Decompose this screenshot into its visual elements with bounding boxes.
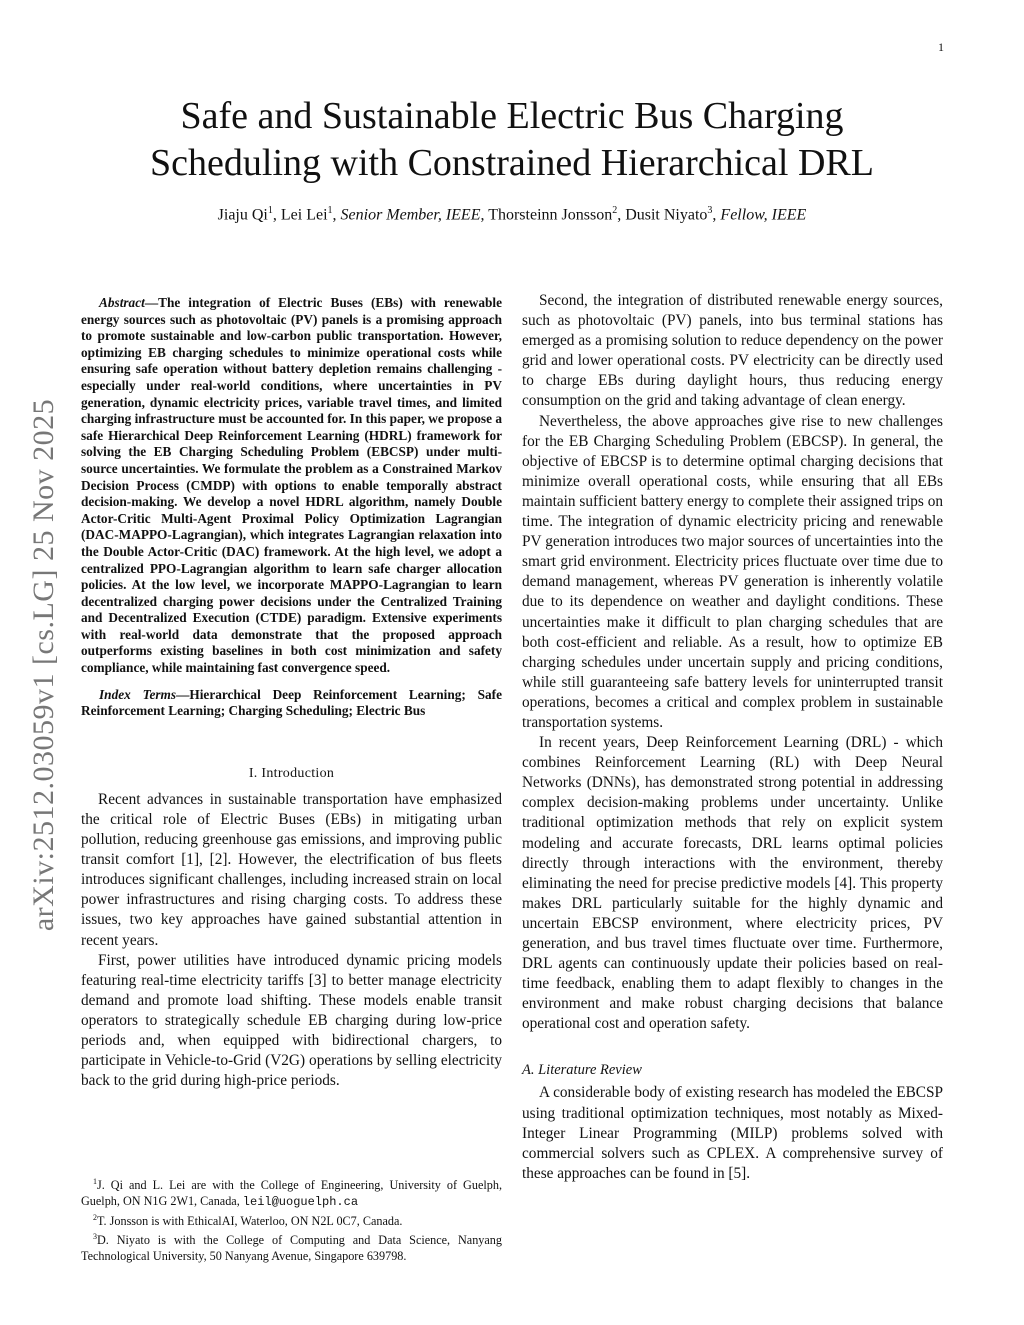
subsection-heading-literature-review: A. Literature Review (522, 1062, 642, 1079)
author-role: Senior Member, IEEE (340, 206, 481, 224)
footnote-text: D. Niyato is with the College of Computing and Data Science, Nanyang Technological University, 50 Nanyang Avenue, Singapore 639798. (81, 1233, 502, 1264)
footnote (81, 1229, 502, 1264)
author-separator: , (480, 206, 489, 224)
right-column (522, 290, 943, 1184)
title-line-2: Scheduling with Constrained Hierarchical DRL (150, 142, 874, 184)
arxiv-identifier-sidebar (28, 370, 60, 960)
footnote (81, 1174, 502, 1210)
page-number: 1 (938, 40, 944, 54)
footnote-text: T. Jonsson is with EthicalAI, Waterloo, ON N2L 0C7, Canada. (97, 1214, 403, 1229)
affiliation-mark: 2 (612, 205, 618, 216)
author-role: Fellow, IEEE (720, 206, 807, 224)
paragraph: Nevertheless, the above approaches give rise to new challenges for the EB Charging Scheduling Problem (EBCSP). In general, the objective of EBCSP is to determine optimal charging decisions that minimize overall operational costs, while ensuring that all EBs maintain sufficient battery energy to complete their assigned trips on time. The integration of dynamic electricity pricing and renewable PV generation introduces two major sources of uncertainties into the smart grid environment. Electricity prices fluctuate over time due to demand management, whereas PV generation is inherently volatile due to its dependence on weather and daylight conditions. These uncertainties make it difficult to plan charging schedules that are both cost-efficient and reliable. As a result, how to optimize EB charging schedules under uncertain supply and pricing conditions, while still guaranteeing safe battery levels for uninterrupted transit operations, becomes a critical and complex problem in sustainable transportation systems. (522, 412, 943, 731)
index-terms-text: —Hierarchical Deep Reinforcement Learning; Safe Reinforcement Learning; Charging Scheduling; Electric Bus (81, 686, 502, 719)
footnote-text: J. Qi and L. Lei are with the College of Engineering, University of Guelph, Guelph, ON N1G 2W1, Canada, (81, 1178, 502, 1209)
author-name: Jiaju Qi (217, 206, 268, 224)
footnote-mark: 2 (93, 1213, 97, 1223)
footnote-mark: 3 (93, 1232, 97, 1242)
author-name: Thorsteinn Jonsson (488, 206, 613, 224)
author-separator: , (332, 206, 341, 224)
paper-title (0, 93, 1024, 187)
author-separator: , (272, 206, 281, 224)
paragraph: A considerable body of existing research has modeled the EBCSP using traditional optimization techniques, most notably as Mixed-Integer Linear Programming (MILP) problems solved with commercial solvers such as CPLEX. A comprehensive survey of these approaches can be found in [5]. (522, 1084, 943, 1182)
paragraph: First, power utilities have introduced dynamic pricing models featuring real-time electricity tariffs [3] to better manage electricity demand and promote load shifting. These models enable transit operators to strategically schedule EB charging during low-price periods and, when equipped with bidirectional chargers, to participate in Vehicle-to-Grid (V2G) operations by selling electricity back to the grid during high-price periods. (81, 951, 502, 1090)
paragraph: Second, the integration of distributed renewable energy sources, such as photovoltaic (PV) panels, into bus terminal stations has emerged as a promising solution to reduce dependency on the power grid and lower operational costs. PV electricity can be directly used to charge EBs during daylight hours, thus reducing energy consumption on the grid and taking advantage of clean energy. (522, 292, 943, 410)
author-name: Lei Lei (280, 206, 328, 224)
paragraph: Recent advances in sustainable transportation have emphasized the critical role of Electric Buses (EBs) in mitigating urban pollution, reducing greenhouse gas emissions, and improving public transit comfort [1], [2]. However, the electrification of bus fleets introduces significant challenges, including increased strain on local power infrastructures and rising charging costs. To address these issues, two key approaches have gained substantial attention in recent years. (81, 790, 502, 949)
author-separator: , (712, 206, 721, 224)
index-terms (81, 687, 502, 720)
affiliation-mark: 3 (707, 205, 713, 216)
section-heading-introduction: I. Introduction (248, 765, 335, 781)
title-line-1: Safe and Sustainable Electric Bus Charging (180, 95, 844, 137)
footnote-mark: 1 (93, 1177, 97, 1186)
affiliation-mark: 1 (327, 205, 333, 216)
author-separator: , (617, 206, 626, 224)
author-list (0, 205, 1024, 224)
arxiv-identifier-text: arXiv:2512.03059v1 [cs.LG] 25 Nov 2025 (27, 398, 60, 932)
email-address: leil@uoguelph.ca (242, 1195, 359, 1210)
abstract (81, 295, 502, 677)
abstract-label: Abstract (99, 295, 145, 310)
footnotes (81, 1174, 502, 1264)
footnote (81, 1210, 502, 1229)
affiliation-mark: 1 (267, 205, 273, 216)
paragraph: In recent years, Deep Reinforcement Learning (DRL) - which combines Reinforcement Learning (RL) with Deep Neural Networks (DNNs), has demonstrated strong potential in addressing complex decision-making problems under uncertainty. Unlike traditional optimization methods that rely on explicit system modeling and accurate forecasts, DRL learns optimal policies directly through interactions with the environment, thereby eliminating the need for precise predictive models [4]. This property makes DRL particularly suitable for the highly dynamic and uncertain EBCSP environment, where electricity prices, PV generation, and bus travel times fluctuate over time. Furthermore, DRL agents can continuously update their policies based on real-time feedback, enabling them to adapt flexibly to changes in the environment and make robust charging decisions that balance operational cost and operation safety. (522, 734, 943, 1033)
abstract-text: —The integration of Electric Buses (EBs) with renewable energy sources such as photovoltaic (PV) panels is a promising approach to promote sustainable and low-carbon public transportation. However, optimizing EB charging schedules to minimize operational costs while ensuring safe operation without battery depletion remains challenging - especially under real-world conditions, where uncertainties in PV generation, dynamic electricity prices, variable travel times, and limited charging infrastructure must be accounted for. In this paper, we propose a safe Hierarchical Deep Reinforcement Learning (HDRL) framework for solving the EB Charging Scheduling Problem (EBCSP) under multi-source uncertainties. We formulate the problem as a Constrained Markov Decision Process (CMDP) with options to enable temporally abstract decision-making. We develop a novel HDRL algorithm, namely Double Actor-Critic Multi-Agent Proximal Policy Optimization Lagrangian (DAC-MAPPO-Lagrangian), which integrates Lagrangian relaxation into the Double Actor-Critic (DAC) framework. At the high level, we adopt a centralized PPO-Lagrangian algorithm to learn safe charger allocation policies. At the low level, we incorporate MAPPO-Lagrangian to learn decentralized charging power decisions under the Centralized Training and Decentralized Execution (CTDE) paradigm. Extensive experiments with real-world data demonstrate that the proposed approach outperforms existing baselines in both cost minimization and safety compliance, while maintaining fast convergence speed. (81, 295, 502, 676)
left-column (81, 290, 502, 1091)
index-terms-label: Index Terms (99, 686, 177, 702)
author-name: Dusit Niyato (625, 206, 708, 224)
